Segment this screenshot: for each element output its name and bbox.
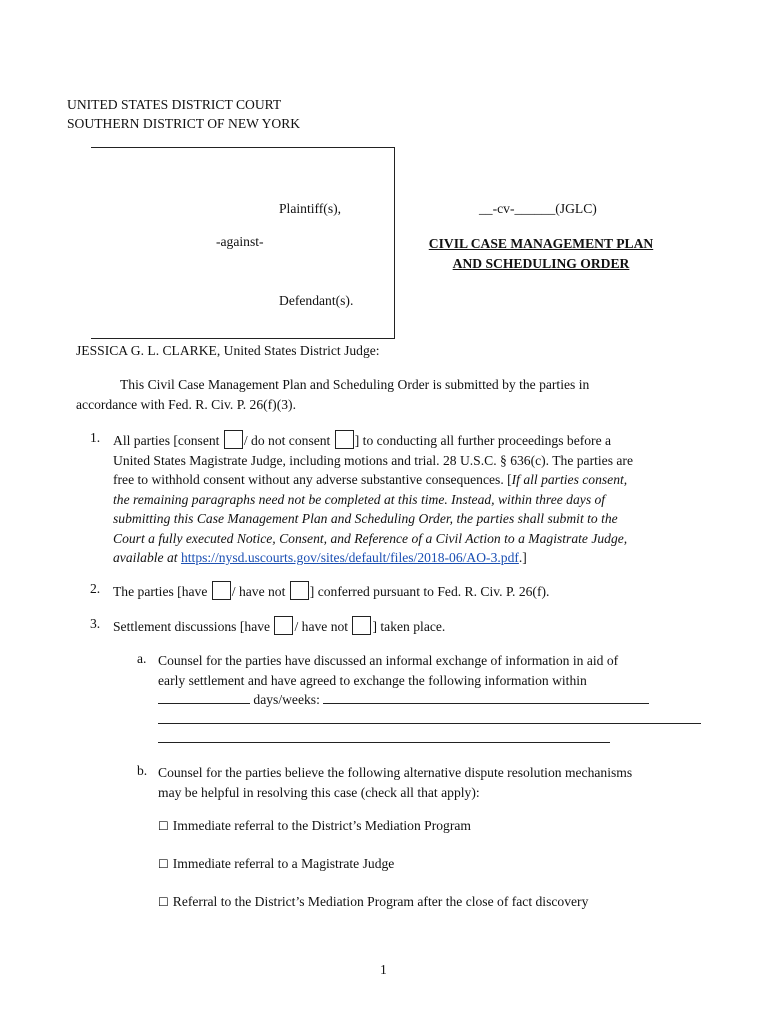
item3a-line5: [158, 729, 718, 749]
empty-checkbox-icon[interactable]: ☐: [158, 857, 169, 871]
item1-line3b: If all parties consent,: [511, 472, 628, 487]
settlement-have-not-checkbox[interactable]: [352, 616, 371, 635]
judge-line: JESSICA G. L. CLARKE, United States District Judge:: [76, 343, 380, 358]
consent-checkbox[interactable]: [224, 430, 243, 449]
item3-text-c: ] taken place.: [372, 619, 446, 634]
adr-option-magistrate[interactable]: [158, 856, 394, 872]
plaintiff-label: Plaintiff(s),: [279, 201, 342, 216]
defendant-label: Defendant(s).: [279, 293, 354, 308]
information-blank-3[interactable]: [158, 730, 610, 743]
item2-text-a: The parties [have: [113, 584, 208, 599]
item3a-paragraph: [158, 651, 718, 749]
item1-line5: submitting this Case Management Plan and Scheduling Order, the parties shall submit to the: [113, 511, 618, 526]
item1-line4: the remaining paragraphs need not be completed at this time. Instead, within three days of: [113, 491, 606, 507]
item1-text-a: All parties [consent: [113, 433, 220, 448]
item1-line2: United States Magistrate Judge, including motions and trial. 28 U.S.C. § 636(c). The parties are: [113, 452, 633, 468]
item3b-label: b.: [137, 763, 148, 778]
item3-number: 3.: [90, 616, 101, 631]
days-blank[interactable]: [158, 691, 250, 704]
item1-text-c: ] to conducting all further proceedings before a: [354, 433, 612, 448]
court-district: SOUTHERN DISTRICT OF NEW YORK: [67, 116, 301, 131]
intro-line1: This Civil Case Management Plan and Scheduling Order is submitted by the parties in: [120, 377, 590, 392]
do-not-consent-checkbox[interactable]: [335, 430, 354, 449]
page-number: 1: [380, 962, 387, 977]
item1-line7b: .]: [518, 550, 527, 565]
court-name: UNITED STATES DISTRICT COURT: [67, 97, 282, 112]
document-title-line1: CIVIL CASE MANAGEMENT PLAN: [428, 236, 654, 251]
item1-line7a: available at: [113, 550, 178, 565]
item3a-line4: [158, 710, 718, 730]
item1-line7: [113, 548, 713, 568]
adr-option-mediation-after-discovery[interactable]: [158, 894, 588, 910]
item1-line3a: free to withhold consent without any adverse substantive consequences. [: [113, 472, 512, 487]
days-weeks-label: days/weeks:: [253, 692, 320, 707]
item3a-line1: Counsel for the parties have discussed an informal exchange of information in aid of: [158, 653, 619, 668]
item3a-label: a.: [137, 651, 147, 666]
adr-option-magistrate-label: Immediate referral to a Magistrate Judge: [172, 856, 395, 871]
item3-line: [113, 616, 445, 635]
item1-line3: [113, 470, 713, 490]
adr-option-mediation-after-discovery-label: Referral to the District’s Mediation Program after the close of fact discovery: [172, 894, 589, 909]
item3-text-a: Settlement discussions [have: [113, 619, 271, 634]
document-title: [408, 234, 674, 273]
item2-text-c: ] conferred pursuant to Fed. R. Civ. P. 26(f).: [309, 584, 550, 599]
item2-text-b: / have not: [231, 584, 286, 599]
item1-line1: [113, 430, 713, 451]
item1-text-b: / do not consent: [243, 433, 331, 448]
intro-paragraph: [76, 375, 716, 414]
court-header: [67, 95, 300, 133]
conferred-have-not-checkbox[interactable]: [290, 581, 309, 600]
item3a-line2: early settlement and have agreed to exchange the following information within: [158, 672, 587, 688]
item1-paragraph: [113, 430, 713, 568]
intro-line2: accordance with Fed. R. Civ. P. 26(f)(3).: [76, 396, 296, 412]
information-blank-1[interactable]: [323, 691, 649, 704]
conferred-have-checkbox[interactable]: [212, 581, 231, 600]
empty-checkbox-icon[interactable]: ☐: [158, 895, 169, 909]
item1-number: 1.: [90, 430, 101, 445]
item3b-paragraph: [158, 763, 718, 802]
item3b-line1: Counsel for the parties believe the following alternative dispute resolution mechanisms: [158, 765, 633, 780]
item3-text-b: / have not: [294, 619, 349, 634]
adr-option-mediation[interactable]: [158, 818, 471, 834]
item1-line6: Court a fully executed Notice, Consent, and Reference of a Civil Action to a Magistrate Judge,: [113, 530, 628, 546]
item2-line: [113, 581, 549, 600]
empty-checkbox-icon[interactable]: ☐: [158, 819, 169, 833]
case-number: __-cv-______(JGLC): [479, 201, 597, 216]
item2-number: 2.: [90, 581, 101, 596]
item3a-line3: [158, 690, 718, 710]
item3b-line2: may be helpful in resolving this case (check all that apply):: [158, 784, 480, 800]
document-title-line2: AND SCHEDULING ORDER: [452, 255, 630, 271]
information-blank-2[interactable]: [158, 711, 701, 724]
adr-option-mediation-label: Immediate referral to the District’s Mediation Program: [172, 818, 471, 833]
ao3-form-link[interactable]: https://nysd.uscourts.gov/sites/default/files/2018-06/AO-3.pdf: [180, 550, 519, 565]
against-label: -against-: [216, 234, 264, 249]
settlement-have-checkbox[interactable]: [274, 616, 293, 635]
